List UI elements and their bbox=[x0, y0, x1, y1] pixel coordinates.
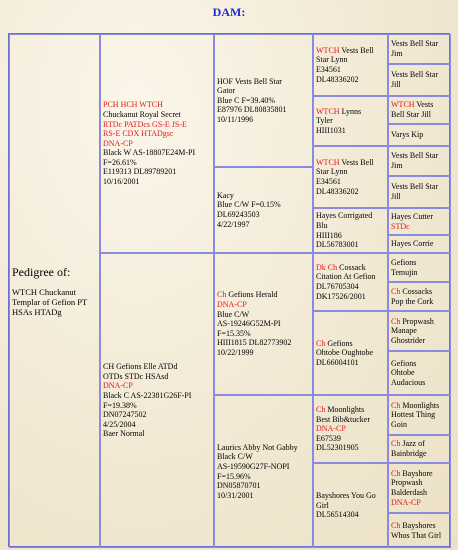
ancestor-line: Whos That Girl bbox=[391, 530, 442, 540]
gen3-cell bbox=[313, 96, 388, 146]
ancestor-line: Bainbridge bbox=[391, 449, 427, 458]
gen3-cell bbox=[313, 34, 388, 96]
ancestor-line: 10/22/1999 bbox=[217, 347, 254, 357]
ancestor-line: Gator bbox=[217, 86, 236, 96]
dam-name-line: OTDs STDc HSAsd bbox=[103, 371, 169, 381]
ancestor-line: Propwash bbox=[391, 478, 423, 488]
ancestor-line: Vests Bell Star bbox=[391, 182, 439, 192]
ancestor-line: Ghostrider bbox=[391, 335, 426, 345]
gen4-cell bbox=[388, 282, 451, 311]
gen3-cell bbox=[313, 253, 388, 311]
ancestor-line: Jill bbox=[391, 192, 401, 201]
sire-title-line: DNA-CP bbox=[103, 138, 133, 148]
gen4-cell bbox=[388, 208, 451, 235]
gen4-cell bbox=[388, 146, 451, 176]
gen4-cell bbox=[388, 253, 451, 282]
ancestor-line: Hayes Corrie bbox=[391, 239, 434, 249]
ancestor-name: Propwash bbox=[400, 316, 434, 326]
ancestor-line: DL52301905 bbox=[316, 443, 359, 453]
ancestor-line: AS-19590G27F-NOPI bbox=[217, 461, 290, 471]
title-prefix: Ch bbox=[391, 468, 401, 478]
ancestor-line: Vests Bell Star bbox=[391, 70, 439, 80]
dam-dam-cell bbox=[214, 395, 313, 548]
gen4-cell bbox=[388, 311, 451, 351]
ancestor-line: Vests Bell Star bbox=[391, 39, 439, 49]
gen4-cell bbox=[388, 34, 451, 64]
title-prefix: WTCH bbox=[316, 106, 340, 116]
dam-detail: DN07247502 bbox=[103, 410, 147, 420]
sire-title-line: RTDc PATDcs GS-E JS-E bbox=[103, 119, 187, 129]
gen4-cell bbox=[388, 235, 451, 253]
ancestor-line: Tyler bbox=[316, 116, 333, 126]
ancestor-name: Cossack bbox=[337, 262, 366, 272]
dam-detail: 4/25/2004 bbox=[103, 419, 136, 429]
title-prefix: Ch bbox=[217, 290, 227, 300]
sire-name: Chuckanut Royal Secret bbox=[103, 109, 181, 119]
ancestor-name: Cossacks bbox=[400, 286, 433, 296]
ancestor-line: DL66004101 bbox=[316, 357, 359, 367]
ancestor-line: HIII186 bbox=[316, 230, 342, 240]
dam-detail: Baer Normal bbox=[103, 429, 145, 439]
gen4-cell bbox=[388, 463, 451, 513]
ancestor-line: Gefions bbox=[391, 358, 417, 368]
dam-detail: F=19.38% bbox=[103, 400, 137, 410]
sire-cell bbox=[100, 34, 214, 253]
ancestor-name: Hayes Corrigated bbox=[316, 211, 373, 221]
gen4-cell bbox=[388, 351, 451, 395]
title-prefix: Ch bbox=[391, 439, 401, 449]
ancestor-title: STDc bbox=[391, 221, 410, 231]
ancestor-line: Gefions bbox=[391, 257, 417, 267]
ancestor-line: DN05870701 bbox=[217, 481, 261, 491]
ancestor-name: Vests Bell bbox=[339, 157, 374, 167]
ancestor-name: Bayshore bbox=[400, 468, 433, 478]
sire-detail: Black W AS-18807E24M-PI bbox=[103, 148, 196, 158]
ancestor-line: Vests Bell Star bbox=[391, 151, 439, 161]
title-prefix: Ch bbox=[391, 286, 401, 296]
ancestor-line: E34561 bbox=[316, 65, 341, 74]
ancestor-name: Gefions Herald bbox=[226, 290, 278, 300]
ancestor-line: 4/22/1997 bbox=[217, 219, 250, 229]
ancestor-line: Goin bbox=[391, 419, 407, 429]
title-prefix: WTCH bbox=[316, 157, 340, 167]
gen4-cell bbox=[388, 64, 451, 96]
gen4-cell bbox=[388, 395, 451, 435]
ancestor-line: DL48336202 bbox=[316, 74, 359, 84]
ancestor-line: Laurics Abby Not Gabby bbox=[217, 442, 298, 452]
sire-detail: 10/16/2001 bbox=[103, 177, 140, 187]
ancestor-name: Jazz of bbox=[400, 439, 425, 449]
title-prefix: Ch bbox=[391, 316, 401, 326]
subject-cell bbox=[9, 34, 100, 548]
ancestor-line: Kacy bbox=[217, 190, 234, 200]
ancestor-name: Moonlights bbox=[400, 400, 440, 410]
subject-name-line: Templar of Gefion PT bbox=[12, 297, 88, 307]
ancestor-line: HIII1031 bbox=[316, 125, 346, 135]
sire-sire-cell bbox=[214, 34, 313, 167]
ancestor-name: Vests bbox=[414, 100, 434, 110]
ancestor-line: Blu bbox=[316, 220, 328, 230]
sire-title-prefix: PCH HCH WTCH bbox=[103, 100, 163, 110]
ancestor-line: Blue C F=39.40% bbox=[217, 95, 276, 105]
dam-cell bbox=[100, 253, 214, 548]
ancestor-line: DK17526/2001 bbox=[316, 291, 366, 301]
ancestor-line: DL48336202 bbox=[316, 186, 359, 196]
ancestor-line: DL56514304 bbox=[316, 510, 359, 520]
pedigree-table bbox=[8, 33, 450, 547]
subject-name-line: WTCH Chuckanut bbox=[12, 287, 76, 297]
gen3-cell bbox=[313, 146, 388, 208]
ancestor-line: Girl bbox=[316, 500, 329, 510]
dam-title-line: DNA-CP bbox=[103, 381, 133, 391]
sire-detail: F=26.61% bbox=[103, 157, 137, 167]
subject-name-line: HSAs HTADg bbox=[12, 307, 62, 317]
ancestor-name: Bayshores You Go bbox=[316, 491, 376, 501]
ancestor-line: Ohtobe Oughtobe bbox=[316, 348, 374, 358]
title-prefix: Dk Ch bbox=[316, 262, 338, 272]
ancestor-line: Varys Kip bbox=[391, 130, 424, 140]
ancestor-line: Citation At Gefion bbox=[316, 272, 376, 282]
ancestor-line: DL69243503 bbox=[217, 210, 260, 219]
ancestor-line: Jim bbox=[391, 161, 403, 170]
title-prefix: WTCH bbox=[316, 45, 340, 55]
ancestor-line: Blue C/W bbox=[217, 309, 250, 319]
ancestor-line: Black C/W bbox=[217, 452, 253, 462]
gen3-cell bbox=[313, 463, 388, 548]
gen4-cell bbox=[388, 435, 451, 463]
dam-sire-cell bbox=[214, 253, 313, 395]
title-prefix: Ch bbox=[316, 338, 326, 348]
ancestor-line: F=15.35% bbox=[217, 328, 251, 338]
ancestor-line: AS-19246G52M-PI bbox=[217, 319, 281, 329]
ancestor-title: DNA-CP bbox=[217, 300, 247, 310]
dam-name-line: CH Gefions Elle ATDd bbox=[103, 362, 178, 372]
ancestor-line: Ohtobe bbox=[391, 368, 415, 378]
ancestor-line: 10/11/1996 bbox=[217, 114, 254, 124]
ancestor-name: Lynns bbox=[339, 106, 362, 116]
ancestor-line: Pop the Cork bbox=[391, 296, 434, 306]
ancestor-line: DL56783001 bbox=[316, 240, 359, 250]
ancestor-line: Jim bbox=[391, 49, 403, 58]
ancestor-line: Temujin bbox=[391, 267, 418, 277]
ancestor-line: F=15.96% bbox=[217, 471, 251, 481]
dam-heading: DAM: bbox=[212, 5, 246, 19]
ancestor-line: Audacious bbox=[391, 377, 426, 387]
ancestor-line: E87976 DL80835801 bbox=[217, 105, 287, 115]
ancestor-line: Balderdash bbox=[391, 488, 427, 497]
ancestor-line: HIII1815 DL82773902 bbox=[217, 338, 292, 348]
ancestor-line: Star Lynn bbox=[316, 167, 348, 177]
ancestor-title: DNA-CP bbox=[391, 497, 421, 507]
gen4-cell bbox=[388, 124, 451, 146]
ancestor-line: Hayes Cutter bbox=[391, 211, 433, 221]
ancestor-name: Bayshores bbox=[400, 520, 436, 530]
title-prefix: Ch bbox=[391, 520, 401, 530]
ancestor-line: E34561 bbox=[316, 177, 341, 186]
ancestor-line: Bell Star Jill bbox=[391, 110, 431, 119]
ancestor-line: Best Bib&tucker bbox=[316, 414, 370, 424]
sire-detail: E119313 DL89789201 bbox=[103, 167, 177, 177]
gen4-cell bbox=[388, 176, 451, 208]
title-prefix: Ch bbox=[316, 405, 326, 415]
ancestor-line: E67539 bbox=[316, 433, 341, 443]
ancestor-line: Hottest Thing bbox=[391, 410, 436, 420]
gen3-cell bbox=[313, 395, 388, 463]
ancestor-line: 10/31/2001 bbox=[217, 490, 254, 500]
gen3-cell bbox=[313, 311, 388, 395]
ancestor-name: Moonlights bbox=[325, 405, 365, 415]
ancestor-line: Manape bbox=[391, 326, 417, 336]
ancestor-name: Gefions bbox=[325, 338, 353, 348]
gen4-cell bbox=[388, 96, 451, 124]
pedigree-title: Pedigree of: bbox=[12, 265, 71, 279]
ancestor-line: DL76705304 bbox=[316, 282, 359, 291]
ancestor-name: Vests Bell bbox=[339, 45, 374, 55]
title-prefix: WTCH bbox=[391, 100, 415, 110]
dam-detail: Black C AS-22381G26F-PI bbox=[103, 390, 192, 400]
ancestor-line: HOF Vests Bell Star bbox=[217, 76, 282, 86]
ancestor-line: Jill bbox=[391, 80, 401, 89]
gen3-cell bbox=[313, 208, 388, 253]
ancestor-line: Star Lynn bbox=[316, 55, 348, 65]
ancestor-title: DNA-CP bbox=[316, 424, 346, 434]
ancestor-line: Blue C/W F=0.15% bbox=[217, 200, 281, 210]
gen4-cell bbox=[388, 513, 451, 548]
sire-dam-cell bbox=[214, 167, 313, 253]
sire-title-line: RS-E CDX HTADgsc bbox=[103, 129, 174, 139]
title-prefix: Ch bbox=[391, 400, 401, 410]
